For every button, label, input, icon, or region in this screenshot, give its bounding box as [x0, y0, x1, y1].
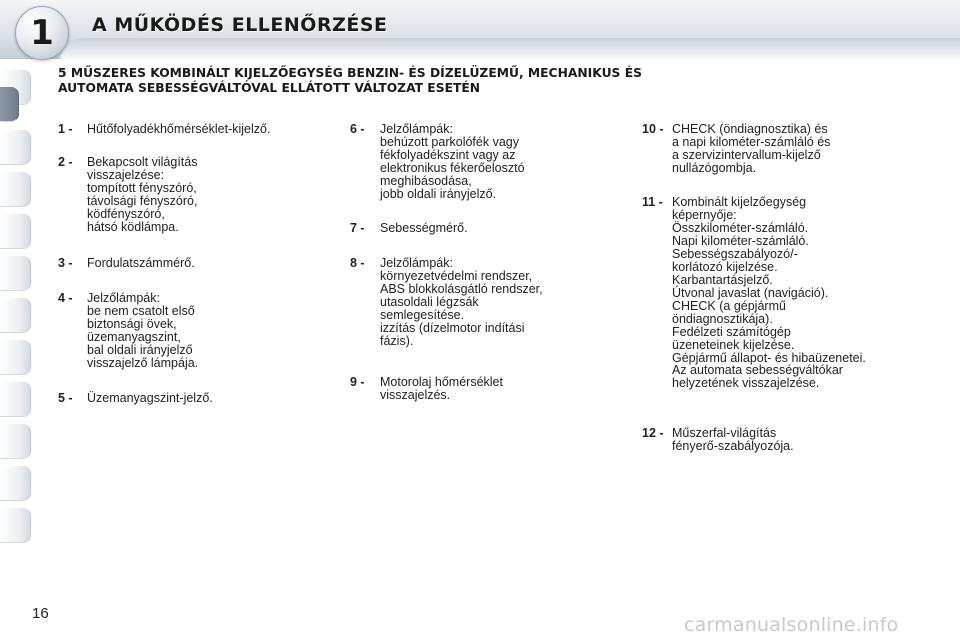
item-text: Bekapcsolt világítás visszajelzése: tompított fényszóró, távolsági fényszóró, ködfényszóró, hátsó ködlámpa.: [87, 155, 198, 234]
chapter-tab-8[interactable]: [0, 382, 31, 417]
chapter-title: A MŰKÖDÉS ELLENŐRZÉSE: [92, 14, 388, 36]
chapter-tab-2[interactable]: [0, 130, 31, 165]
item-text: Jelzőlámpák: be nem csatolt első biztonsági övek, üzemanyagszint, bal oldali irányjelző visszajelző lámpája.: [87, 291, 199, 370]
list-item-12: [642, 427, 794, 453]
header-swoosh: [60, 38, 960, 62]
item-number: 11 -: [642, 195, 663, 209]
item-number: 12 -: [642, 426, 664, 440]
item-number: 9 -: [350, 375, 365, 389]
item-text: CHECK (öndiagnosztika) és a napi kilométer-számláló és a szervizintervallum-kijelző nullázógombja.: [672, 122, 831, 175]
item-number: 3 -: [58, 256, 73, 270]
item-number: 4 -: [58, 291, 73, 305]
item-number: 1 -: [58, 122, 73, 136]
item-text: Üzemanyagszint-jelző.: [87, 391, 213, 405]
chapter-tab-sidebar: [0, 70, 34, 575]
item-text: Motorolaj hőmérséklet visszajelzés.: [380, 375, 503, 402]
list-item-6: [350, 123, 525, 201]
item-number: 2 -: [58, 155, 73, 169]
item-number: 10 -: [642, 122, 664, 136]
list-item-11: [642, 196, 866, 365]
item-number: 7 -: [350, 221, 365, 235]
chapter-tab-7[interactable]: [0, 340, 31, 375]
item-text: Az automata sebességváltókar helyzetének visszajelzése.: [672, 363, 843, 390]
item-text: Sebességmérő.: [380, 221, 468, 235]
item-number: 8 -: [350, 256, 365, 270]
chapter-tab-3[interactable]: [0, 172, 31, 207]
item-number: 6 -: [350, 122, 365, 136]
item-text: Műszerfal-világítás fényerő-szabályozója.: [672, 426, 794, 453]
list-item-2: [58, 156, 197, 234]
watermark: carmanualsonline.info: [684, 614, 899, 636]
section-heading-line-1: 5 MŰSZERES KOMBINÁLT KIJELZŐEGYSÉG BENZIN- ÉS DÍZELÜZEMŰ, MECHANIKUS ÉS: [58, 66, 642, 80]
section-heading-line-2: AUTOMATA SEBESSÉGVÁLTÓVAL ELLÁTOTT VÁLTOZAT ESETÉN: [58, 81, 481, 95]
item-text: Jelzőlámpák: behúzott parkolófék vagy fékfolyadékszint vagy az elektronikus fékerőelosztó meghibásodása, jobb oldali irányjelző.: [380, 122, 525, 201]
list-item-1: [58, 123, 270, 136]
item-text: Fordulatszámmérő.: [87, 256, 195, 270]
chapter-tab-9[interactable]: [0, 424, 31, 459]
chapter-number-badge: 1: [15, 6, 69, 60]
item-text: Jelzőlámpák: környezetvédelmi rendszer, ABS blokkolásgátló rendszer, utasoldali légzsák semlegesítése. izzítás (dízelmotor indítási fázis).: [380, 256, 543, 348]
list-item-4: [58, 292, 198, 370]
list-item-8: [350, 257, 543, 348]
chapter-tab-4[interactable]: [0, 214, 31, 249]
chapter-tab-10[interactable]: [0, 466, 31, 501]
page-number: 16: [32, 605, 49, 622]
item-text: Kombinált kijelzőegység képernyője: Összkilométer-számláló. Napi kilométer-számláló. Sebességszabályozó/- korlátozó kijelzése. Karbantartásjelző. Útvonal javaslat (navigáció). CHECK (a gépjármű öndiagnosztikája). Fedélzeti számítógép üzeneteinek kijelzése. Gépjármű állapot- és hibaüzenetei.: [672, 195, 866, 365]
item-number: 5 -: [58, 391, 73, 405]
chapter-tab-11[interactable]: [0, 508, 31, 543]
chapter-tab-6[interactable]: [0, 298, 31, 333]
chapter-tab-1-active[interactable]: [0, 87, 19, 122]
list-item-10: [642, 123, 830, 175]
list-item-7: [350, 222, 468, 235]
chapter-tab-5[interactable]: [0, 256, 31, 291]
list-item-3: [58, 257, 195, 270]
list-item-9: [350, 376, 503, 402]
section-heading: [58, 66, 918, 96]
list-item-11-continued: [642, 364, 843, 390]
list-item-5: [58, 392, 213, 405]
item-text: Hűtőfolyadékhőmérséklet-kijelző.: [87, 122, 271, 136]
